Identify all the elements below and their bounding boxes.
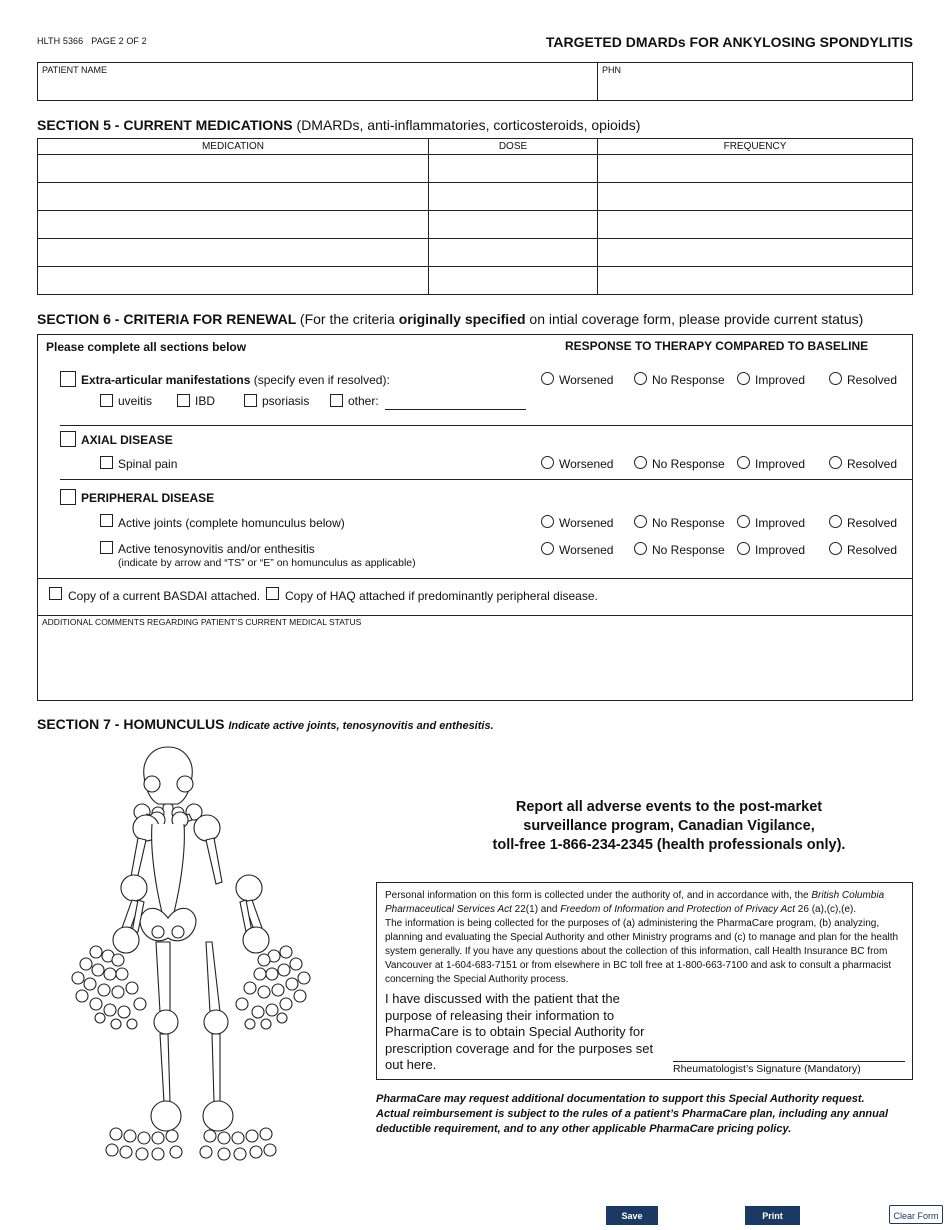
- dose-cell[interactable]: [429, 183, 598, 211]
- complete-all-label: Please complete all sections below: [46, 340, 247, 354]
- resolved-label: Resolved: [847, 457, 898, 471]
- extra-articular-label: Extra-articular manifestations (specify even if resolved):: [81, 373, 390, 387]
- table-row: [38, 239, 913, 267]
- haq-checkbox[interactable]: [266, 587, 279, 600]
- print-button[interactable]: Print: [745, 1206, 800, 1225]
- worsened-label: Worsened: [559, 516, 614, 530]
- axial-disease-checkbox[interactable]: [60, 431, 76, 447]
- frequency-cell[interactable]: [598, 155, 913, 183]
- jaw-joint-right: [177, 776, 193, 792]
- patient-name-field[interactable]: [38, 63, 598, 100]
- frequency-cell[interactable]: [598, 239, 913, 267]
- improved-label: Improved: [755, 457, 806, 471]
- joints-improved-radio[interactable]: [737, 515, 750, 528]
- form-number: HLTH 5366: [37, 36, 84, 46]
- section5-subtitle: (DMARDs, anti-inflammatories, corticosteroids, opioids): [296, 117, 641, 133]
- medication-cell[interactable]: [38, 267, 429, 295]
- worsened-label: Worsened: [559, 457, 614, 471]
- improved-label: Improved: [755, 543, 806, 557]
- joints-no-response-radio[interactable]: [634, 515, 647, 528]
- patient-name-label: PATIENT NAME: [42, 65, 108, 75]
- table-row: [38, 267, 913, 295]
- teno-no-response-radio[interactable]: [634, 542, 647, 555]
- form-id: [37, 36, 147, 46]
- table-row: [38, 155, 913, 183]
- frequency-cell[interactable]: [598, 211, 913, 239]
- basdai-label: Copy of a current BASDAI attached.: [68, 589, 261, 603]
- patient-consent-statement: I have discussed with the patient that the purpose of releasing their information to PharmaCare is to obtain Special Authority for prescription coverage and for the purposes set out here.: [385, 991, 654, 1072]
- extra-no-response-radio[interactable]: [634, 372, 647, 385]
- dose-cell[interactable]: [429, 267, 598, 295]
- section7-title: SECTION 7 - HOMUNCULUS Indicate active joints, tenosynovitis and enthesitis.: [37, 716, 494, 732]
- dose-cell[interactable]: [429, 239, 598, 267]
- comments-label: ADDITIONAL COMMENTS REGARDING PATIENT’S CURRENT MEDICAL STATUS: [42, 617, 362, 627]
- active-joints-checkbox[interactable]: [100, 514, 113, 527]
- basdai-checkbox[interactable]: [49, 587, 62, 600]
- spinal-improved-radio[interactable]: [737, 456, 750, 469]
- dose-cell[interactable]: [429, 211, 598, 239]
- table-row: [38, 183, 913, 211]
- teno-improved-radio[interactable]: [737, 542, 750, 555]
- teno-resolved-radio[interactable]: [829, 542, 842, 555]
- save-button[interactable]: Save: [606, 1206, 658, 1225]
- frequency-cell[interactable]: [598, 183, 913, 211]
- no-response-label: No Response: [652, 543, 725, 557]
- resolved-label: Resolved: [847, 516, 898, 530]
- privacy-purpose: The information is being collected for the purposes of (a) administering the PharmaCare program, (b) analyzing, planning and evaluating the Special Authority and other Ministry programs and (c) to manage and plan for the health system generally. If you have any questions about the collection of this information, call Health Insurance BC from Vancouver at 1-604-683-7151 or from elsewhere in BC toll free at 1-800-663-7100 and ask to consult a pharmacist concerning the Special Authority process.: [385, 918, 899, 985]
- joints-resolved-radio[interactable]: [829, 515, 842, 528]
- psoriasis-label: psoriasis: [262, 394, 310, 408]
- signature-label: Rheumatologist’s Signature (Mandatory): [673, 1063, 861, 1075]
- response-header: RESPONSE TO THERAPY COMPARED TO BASELINE: [565, 339, 869, 353]
- comments-field[interactable]: [38, 629, 912, 699]
- spinal-pain-checkbox[interactable]: [100, 456, 113, 469]
- frequency-cell[interactable]: [598, 267, 913, 295]
- page-number: PAGE 2 OF 2: [91, 36, 147, 46]
- resolved-label: Resolved: [847, 373, 898, 387]
- worsened-label: Worsened: [559, 373, 614, 387]
- ibd-checkbox[interactable]: [177, 394, 190, 407]
- divider: [38, 615, 912, 616]
- phn-field[interactable]: [598, 63, 625, 100]
- worsened-label: Worsened: [559, 543, 614, 557]
- privacy-authority: Personal information on this form is collected under the authority of, and in accordance with, the British Columbia Pharmaceutical Services Act 22(1) and Freedom of Information and Protection of Privacy Act 26 (a),(c),(e).: [385, 890, 885, 915]
- joints-worsened-radio[interactable]: [541, 515, 554, 528]
- divider: [60, 425, 913, 426]
- active-joints-label: Active joints (complete homunculus below): [118, 516, 345, 530]
- psoriasis-checkbox[interactable]: [244, 394, 257, 407]
- other-checkbox[interactable]: [330, 394, 343, 407]
- section6-title: SECTION 6 - CRITERIA FOR RENEWAL (For the criteria originally specified on intial coverage form, please provide current status): [37, 311, 864, 327]
- uveitis-label: uveitis: [118, 394, 153, 408]
- spinal-no-response-radio[interactable]: [634, 456, 647, 469]
- adverse-events-notice: Report all adverse events to the post-market surveillance program, Canadian Vigilance, toll-free 1-866-234-2345 (health professionals only).: [492, 799, 846, 853]
- teno-worsened-radio[interactable]: [541, 542, 554, 555]
- jaw-joint-left: [144, 776, 160, 792]
- clear-form-button[interactable]: Clear Form: [889, 1205, 943, 1224]
- privacy-notice: [376, 882, 913, 1080]
- section7-subtitle: Indicate active joints, tenosynovitis and enthesitis.: [228, 720, 494, 732]
- other-input-line[interactable]: [385, 409, 526, 410]
- col-frequency: FREQUENCY: [598, 139, 913, 155]
- patient-info: [37, 62, 913, 101]
- haq-label: Copy of HAQ attached if predominantly peripheral disease.: [285, 589, 598, 603]
- axial-disease-label: AXIAL DISEASE: [81, 433, 173, 447]
- improved-label: Improved: [755, 373, 806, 387]
- medication-cell[interactable]: [38, 239, 429, 267]
- medication-cell[interactable]: [38, 155, 429, 183]
- section5-title: SECTION 5 - CURRENT MEDICATIONS (DMARDs, anti-inflammatories, corticosteroids, opioids): [37, 117, 641, 133]
- ibd-label: IBD: [195, 394, 216, 408]
- peripheral-disease-label: PERIPHERAL DISEASE: [81, 491, 215, 505]
- resolved-label: Resolved: [847, 543, 898, 557]
- extra-improved-radio[interactable]: [737, 372, 750, 385]
- form-title: TARGETED DMARDs FOR ANKYLOSING SPONDYLITIS: [545, 34, 913, 50]
- table-row: [38, 211, 913, 239]
- divider: [60, 479, 913, 480]
- no-response-label: No Response: [652, 373, 725, 387]
- peripheral-disease-checkbox[interactable]: [60, 489, 76, 505]
- dose-cell[interactable]: [429, 155, 598, 183]
- phn-label: PHN: [602, 65, 622, 75]
- homunculus-diagram[interactable]: [60, 742, 322, 1167]
- renewal-criteria-box: [37, 334, 913, 701]
- tenosynovitis-note: (indicate by arrow and “TS” or “E” on homunculus as applicable): [118, 557, 416, 569]
- no-response-label: No Response: [652, 516, 725, 530]
- no-response-label: No Response: [652, 457, 725, 471]
- col-medication: MEDICATION: [38, 139, 429, 155]
- pharmacare-note: PharmaCare may request additional documentation to support this Special Authority request. Actual reimbursement is subject to the rules of a patient’s PharmaCare plan, including any annual deductible requirement, and to any other applicable PharmaCare pricing policy.: [376, 1093, 889, 1135]
- extra-worsened-radio[interactable]: [541, 372, 554, 385]
- improved-label: Improved: [755, 516, 806, 530]
- medication-cell[interactable]: [38, 183, 429, 211]
- other-label: other:: [348, 394, 379, 408]
- spinal-worsened-radio[interactable]: [541, 456, 554, 469]
- tenosynovitis-checkbox[interactable]: [100, 541, 113, 554]
- tenosynovitis-label: Active tenosynovitis and/or enthesitis: [118, 542, 315, 556]
- extra-articular-checkbox[interactable]: [60, 371, 76, 387]
- uveitis-checkbox[interactable]: [100, 394, 113, 407]
- medications-table: [37, 138, 913, 295]
- divider: [38, 578, 912, 579]
- spinal-pain-label: Spinal pain: [118, 457, 178, 471]
- spinal-resolved-radio[interactable]: [829, 456, 842, 469]
- extra-resolved-radio[interactable]: [829, 372, 842, 385]
- col-dose: DOSE: [429, 139, 598, 155]
- signature-line[interactable]: [673, 1061, 905, 1062]
- medication-cell[interactable]: [38, 211, 429, 239]
